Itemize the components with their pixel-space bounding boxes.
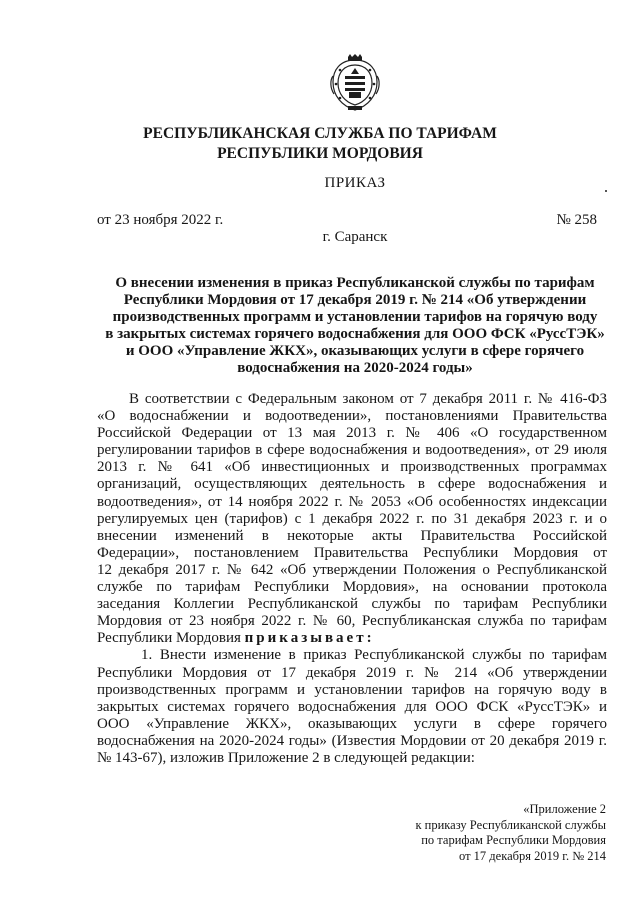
- scan-dot: [605, 190, 607, 192]
- body-line: регулировании тарифов в сфере водоснабжения и водоотведения», от 29 июля: [97, 442, 607, 459]
- title-line: водоснабжения на 2020-2024 годы»: [237, 360, 473, 376]
- document-number: № 258: [556, 212, 597, 228]
- item-1-line: 1. Внести изменение в приказ Республиканской службы по тарифам: [141, 647, 607, 664]
- document-type: ПРИКАЗ: [324, 175, 386, 191]
- body-line: «О водоснабжении и водоотведении», постановлениями Правительства: [97, 408, 607, 425]
- document-body: [97, 391, 607, 767]
- appendix-line: «Приложение 2: [523, 802, 606, 816]
- appendix-reference: [415, 802, 606, 864]
- document-date: от 23 ноября 2022 г.: [97, 212, 224, 228]
- item-1-line: закрытых системах горячего водоснабжения для ООО ФСК «РуссТЭК» и: [97, 698, 607, 715]
- body-line: внесении изменений в некоторые акты Правительства Российской: [97, 527, 607, 544]
- item-1-line: ООО «Управление ЖКХ», оказывающих услуги в сфере горячего: [97, 715, 607, 732]
- body-line: заседания Коллегии Республиканской службы по тарифам Республики: [97, 596, 607, 613]
- body-line: организаций, осуществляющих деятельность в сфере водоснабжения и: [97, 476, 607, 493]
- coat-of-arms-icon: [328, 54, 382, 114]
- title-line: О внесении изменения в приказ Республиканской службы по тарифам: [115, 275, 595, 291]
- item-1-line: производственных программ и установлении тарифов на горячую воду в: [97, 681, 607, 698]
- body-line: В соответствии с Федеральным законом от 7 декабря 2011 г. № 416-ФЗ: [129, 391, 607, 407]
- body-line: службе по тарифам Республики Мордовия», на основании протокола: [97, 579, 607, 596]
- document-city: г. Саранск: [322, 229, 388, 245]
- order-keyword: приказывает:: [244, 630, 375, 647]
- appendix-line: от 17 декабря 2019 г. № 214: [458, 848, 606, 863]
- body-final-prefix: Республики Мордовия: [97, 630, 241, 647]
- document-title: [90, 275, 620, 377]
- body-line: 12 декабря 2017 г. № 642 «Об утверждении Положения о Республиканской: [97, 561, 607, 578]
- org-name-line2: РЕСПУБЛИКИ МОРДОВИЯ: [217, 145, 423, 162]
- appendix-line: к приказу Республиканской службы: [415, 817, 606, 832]
- body-line: Федерации», постановлением Правительства Республики Мордовия от: [97, 544, 607, 561]
- item-1-line: № 143-67), изложив Приложение 2 в следующей редакции:: [97, 749, 475, 766]
- body-line: водоотведения», от 14 ноября 2022 г. № 2053 «Об особенностях индексации: [97, 493, 607, 510]
- org-name-line1: РЕСПУБЛИКАНСКАЯ СЛУЖБА ПО ТАРИФАМ: [143, 125, 497, 142]
- body-line: регулируемых цен (тарифов) с 1 декабря 2022 г. по 31 декабря 2023 г. и о: [97, 510, 607, 527]
- body-line: 2013 г. № 641 «Об инвестиционных и производственных программах: [97, 459, 607, 476]
- title-line: производственных программ и установлении тарифов на горячую воду: [112, 309, 598, 325]
- title-line: и ООО «Управление ЖКХ», оказывающих услуги в сфере горячего: [125, 343, 585, 359]
- item-1-line: Республики Мордовия от 17 декабря 2019 г. № 214 «Об утверждении: [97, 664, 607, 681]
- body-final-line: [97, 630, 607, 647]
- title-line: в закрытых системах горячего водоснабжения для ООО ФСК «РуссТЭК»: [105, 326, 605, 342]
- item-1-line: водоснабжения на 2020-2024 годы» (Известия Мордовии от 20 декабря 2019 г.: [97, 732, 607, 749]
- body-line: Российской Федерации от 13 мая 2013 г. № 406 «О государственном: [97, 425, 607, 442]
- appendix-line: по тарифам Республики Мордовия: [421, 833, 606, 848]
- body-line: Мордовия от 23 ноября 2022 г. № 60, Республиканская служба по тарифам: [97, 613, 607, 630]
- title-line: Республики Мордовия от 17 декабря 2019 г. № 214 «Об утверждении: [123, 292, 587, 308]
